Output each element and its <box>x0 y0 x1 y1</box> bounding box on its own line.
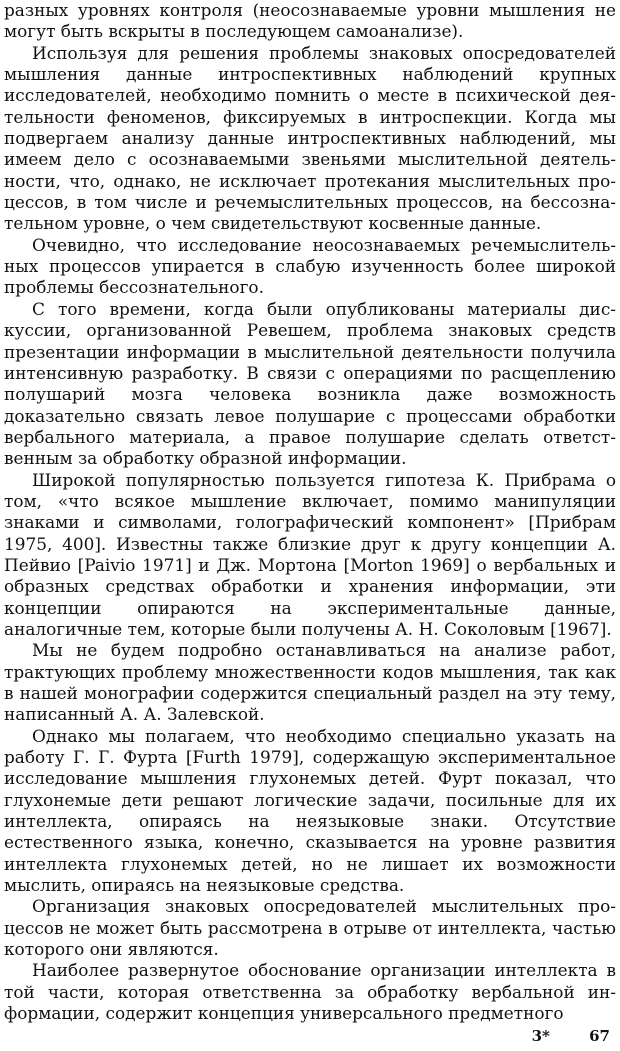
paragraph: разных уровнях контроля (неосознаваемые уровни мышления не могут быть вскрыты в последующем самоанализе). <box>4 0 616 42</box>
paragraph: Широкой популярностью пользуется гипотеза К. Прибрама о том, «что всякое мышление включает, помимо манипуляции знаками и символами, голографический компонент» [Прибрам 1975, 400]. Известны также близкие друг к другу концепции А. Пейвио [Paivio 1971] и Дж. Мортона [Morton 1969] о вербальных и образных средствах обработки и хранения информации, эти концепции опираются на экспериментальные данные, аналогичные тем, которые были получены А. Н. Соколовым [1967]. <box>4 469 616 639</box>
page-footer <box>4 1026 610 1048</box>
paragraph: Однако мы полагаем, что необходимо специально указать на работу Г. Г. Фурта [Furth 1979], содержащую экспериментальное исследование мышления глухонемых детей. Фурт показал, что глухонемые дети решают логические задачи, посильные для их интеллекта, опираясь на неязыковые знаки. Отсутствие естественного языка, конечно, сказывается на уровне развития интеллекта глухонемых детей, но не лишает их возможности мыслить, опираясь на неязыковые средства. <box>4 725 616 896</box>
paragraph: Используя для решения проблемы знаковых опосредователей мышления данные интроспективных наблюдений крупных исследователей, необходимо помнить о месте в психической деятельности феноменов, фиксируемых в интроспекции. Когда мы подвергаем анализу данные интроспективных наблюдений, мы имеем дело с осознаваемыми звеньями мыслительной деятельности, что, однако, не исключает протекания мыслительных процессов, в том числе и речемыслительных процессов, на бессознательном уровне, о чем свидетельствуют косвенные данные. <box>4 42 616 234</box>
book-page <box>4 0 616 1051</box>
paragraph: Мы не будем подробно останавливаться на анализе работ, трактующих проблему множественности кодов мышления, так как в нашей монографии содержится специальный раздел на эту тему, написанный А. А. Залевской. <box>4 640 616 725</box>
paragraph: Наиболее развернутое обоснование организации интеллекта в той части, которая ответственна за обработку вербальной информации, содержит концепция универсального предметного <box>4 960 616 1024</box>
text-body <box>4 0 616 1025</box>
page-number: 67 <box>589 1027 610 1045</box>
signature-mark: 3* <box>531 1027 550 1045</box>
paragraph: С того времени, когда были опубликованы материалы дискуссии, организованной Ревешем, проблема знаковых средств презентации информации в мыслительной деятельности получила интенсивную разработку. В связи с операциями по расщеплению полушарий мозга человека возникла даже возможность доказательно связать левое полушарие с процессами обработки вербального материала, а правое полушарие сделать ответственным за обработку образной информации. <box>4 298 616 469</box>
paragraph: Очевидно, что исследование неосознаваемых речемыслительных процессов упирается в слабую изученность более широкой проблемы бессознательного. <box>4 234 616 298</box>
paragraph: Организация знаковых опосредователей мыслительных процессов не может быть рассмотрена в отрыве от интеллекта, частью которого они являются. <box>4 896 616 960</box>
